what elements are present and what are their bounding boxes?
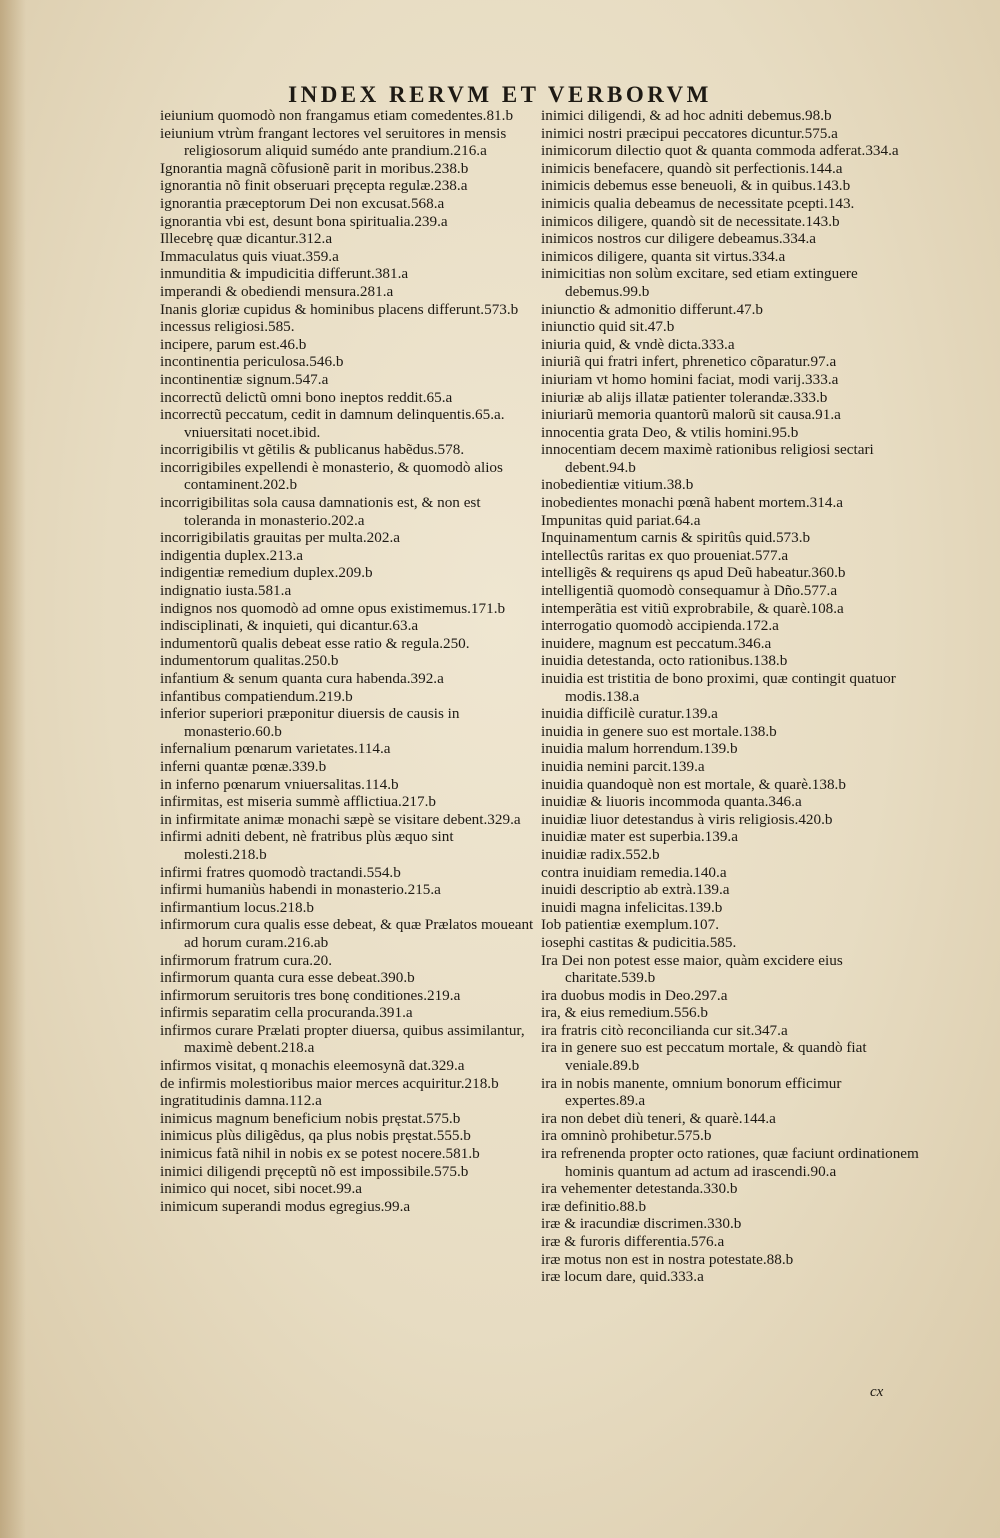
index-entry: iræ & furoris differentia.576.a [541, 1233, 725, 1250]
index-entry: incessus religiosi.585. [160, 318, 295, 336]
index-entry: inimicis debemus esse beneuoli, & in quibus.143.b [541, 177, 851, 195]
index-entry: incorrectũ peccatum, cedit in damnum delinquentis.65.a. vniuersitati nocet.ibid. [160, 406, 505, 441]
index-entry: infirmorum fratrum cura.20. [160, 951, 333, 969]
index-entry: infirmitas, est miseria summè afflictiua.217.b [160, 793, 436, 811]
index-entry: indumentorum qualitas.250.b [160, 652, 339, 670]
index-entry: inobedientes monachi pœnã habent mortem.314.a [541, 494, 843, 512]
index-entry: incorrigibilitas sola causa damnationis est, & non est toleranda in monasterio.202.a [160, 494, 481, 529]
index-entry: inuidia in genere suo est mortale.138.b [541, 722, 777, 740]
index-entry: ignorantia vbi est, desunt bona spiritualia.239.a [160, 212, 448, 230]
index-entry: infirmis separatim cella procuranda.391.a [160, 1004, 413, 1022]
index-entry: infantibus compatiendum.219.b [160, 687, 353, 705]
index-entry: indignos nos quomodò ad omne opus existimemus.171.b [160, 599, 506, 617]
index-entry: intellectûs raritas ex quo proueniat.577.a [541, 546, 789, 564]
index-entry: inimicis benefacere, quandò sit perfectionis.144.a [541, 159, 843, 177]
index-entry: inuidia quandoquè non est mortale, & quarè.138.b [541, 775, 846, 793]
index-entry: Ignorantia magnã cõfusionẽ parit in moribus.238.b [160, 159, 469, 177]
index-entry: incorrigibilatis grauitas per multa.202.a [160, 529, 400, 547]
index-entry: inimico qui nocet, sibi nocet.99.a [160, 1180, 363, 1198]
index-entry: ira non debet diù teneri, & quarè.144.a [541, 1109, 776, 1127]
index-entry: ieiunium quomodò non frangamus etiam comedentes.81.b [160, 107, 514, 124]
index-entry: indisciplinati, & inquieti, qui dicantur.63.a [160, 617, 419, 635]
index-entry: indigentia duplex.213.a [160, 546, 303, 564]
index-entry: Impunitas quid pariat.64.a [541, 511, 701, 529]
index-entry: inimici diligendi, & ad hoc adniti debemus.98.b [541, 107, 832, 124]
index-entry: incorrectũ delictũ omni bono ineptos reddit.65.a [160, 388, 453, 406]
index-entry: inimicus plùs diligẽdus, qa plus nobis pręstat.555.b [160, 1127, 471, 1145]
index-entry: ieiunium vtrùm frangant lectores vel seruitores in mensis religiosorum aliquid sumédo ante prandium.216.a [160, 124, 507, 160]
index-entry: iniunctio quid sit.47.b [541, 318, 675, 336]
index-entry: Ira Dei non potest esse maior, quàm excidere eius charitate.539.b [541, 951, 843, 987]
index-entry: Iob patientiæ exemplum.107. [541, 916, 720, 934]
index-entry: infirmorum cura qualis esse debeat, & quæ Prælatos moueant ad horum curam.216.ab [160, 916, 534, 951]
index-entry: infirmorum quanta cura esse debeat.390.b [160, 969, 415, 987]
index-entry: incorrigibiles expellendi è monasterio, & quomodò alios contaminent.202.b [160, 458, 503, 494]
index-entry: iræ locum dare, quid.333.a [541, 1268, 704, 1286]
index-entry: ingratitudinis damna.112.a [160, 1092, 322, 1110]
index-entry: iosephi castitas & pudicitia.585. [541, 933, 737, 951]
index-entry: intelligẽs & requirens qs apud Deũ habeatur.360.b [541, 564, 846, 582]
index-entry: ira, & eius remedium.556.b [541, 1004, 709, 1022]
index-entry: in inferno pœnarum vniuersalitas.114.b [160, 775, 399, 793]
index-entry: ignorantia præceptorum Dei non excusat.568.a [160, 194, 445, 212]
index-entry: inimicos diligere, quandò sit de necessitate.143.b [541, 212, 840, 230]
index-entry: ira vehementer detestanda.330.b [541, 1180, 738, 1198]
index-entry: inmunditia & impudicitia differunt.381.a [160, 265, 409, 283]
index-entry: inimicorum dilectio quot & quanta commoda adferat.334.a [541, 142, 899, 160]
index-entry: Illecebrę quæ dicantur.312.a [160, 230, 333, 248]
index-entry: inferior superiori præponitur diuersis de causis in monasterio.60.b [160, 705, 460, 740]
index-entry: Inquinamentum carnis & spiritûs quid.573.b [541, 529, 811, 547]
index-entry: iniunctio & admonitio differunt.47.b [541, 300, 764, 318]
index-entry: inuidia est tristitia de bono proximi, quæ contingit quatuor modis.138.a [541, 670, 896, 705]
index-entry: inuidi magna infelicitas.139.b [541, 898, 723, 916]
index-entry: innocentia grata Deo, & vtilis homini.95.b [541, 423, 799, 441]
index-entry: inuidere, magnum est peccatum.346.a [541, 634, 772, 652]
index-entry: inimicum superandi modus egregius.99.a [160, 1197, 411, 1215]
index-entry: iniuriã qui fratri infert, phrenetico cõparatur.97.a [541, 353, 837, 371]
index-entry: iræ motus non est in nostra potestate.88.b [541, 1250, 794, 1268]
index-entry: ira in genere suo est peccatum mortale, & quandò fiat veniale.89.b [541, 1039, 867, 1075]
index-entry: ignorantia nõ finit obseruari pręcepta regulæ.238.a [160, 177, 468, 195]
index-entry: infirmorum seruitoris tres bonę conditiones.219.a [160, 986, 461, 1004]
index-entry: de infirmis molestioribus maior merces acquiritur.218.b [160, 1074, 499, 1092]
index-entry: infirmi humaniùs habendi in monasterio.215.a [160, 881, 441, 899]
index-entry: ira fratris citò reconcilianda cur sit.347.a [541, 1021, 788, 1039]
index-entry: intemperãtia est vitiũ exprobrabile, & quarè.108.a [541, 599, 844, 617]
index-entry: imperandi & obediendi mensura.281.a [160, 282, 394, 300]
index-entry: infirmi adniti debent, nè fratribus plùs æquo sint molesti.218.b [160, 828, 454, 863]
index-entry: inimicos diligere, quanta sit virtus.334.a [541, 247, 786, 265]
index-entry: iniuriæ ab alijs illatæ patienter tolerandæ.333.b [541, 388, 828, 406]
index-entry: inobedientiæ vitium.38.b [541, 476, 694, 494]
index-entry: iræ definitio.88.b [541, 1197, 647, 1215]
index-entry: infirmi fratres quomodò tractandi.554.b [160, 863, 401, 881]
index-entry: incipere, parum est.46.b [160, 335, 307, 353]
index-entry: interrogatio quomodò accipienda.172.a [541, 617, 779, 635]
index-entry: Inanis gloriæ cupidus & hominibus placens differunt.573.b [160, 300, 519, 318]
index-entry: iræ & iracundiæ discrimen.330.b [541, 1215, 742, 1233]
index-entry: inuidiæ liuor detestandus à viris religiosis.420.b [541, 810, 833, 828]
index-entry: intelligentiã quomodò consequamur à Dño.577.a [541, 582, 838, 600]
folio-number: cx [870, 1384, 884, 1400]
index-entry: ira in nobis manente, omnium bonorum efficimur expertes.89.a [541, 1074, 842, 1110]
index-entry: innocentiam decem maximè rationibus religiosi sectari debent.94.b [541, 441, 874, 476]
index-entry: inimicus magnum beneficium nobis pręstat.575.b [160, 1109, 461, 1127]
index-entry: infernalium pœnarum varietates.114.a [160, 740, 391, 758]
index-entry: inimicitias non solùm excitare, sed etiam extinguere debemus.99.b [541, 265, 858, 300]
index-entry: infirmos visitat, q monachis eleemosynã dat.329.a [160, 1057, 465, 1075]
index-entry: inuidia nemini parcit.139.a [541, 757, 705, 775]
index-entry: in infirmitate animæ monachi sæpè se visitare debent.329.a [160, 810, 521, 828]
index-entry: infirmos curare Prælati propter diuersa, quibus assimilantur, maximè debent.218.a [160, 1021, 525, 1057]
index-entry: indignatio iusta.581.a [160, 582, 292, 600]
index-entry: contra inuidiam remedia.140.a [541, 863, 727, 881]
index-entry: indumentorũ qualis debeat esse ratio & regula.250. [160, 634, 470, 652]
index-entry: inuidi descriptio ab extrà.139.a [541, 881, 730, 899]
index-entry: infantium & senum quanta cura habenda.392.a [160, 670, 444, 687]
index-entry: Immaculatus quis viuat.359.a [160, 247, 339, 265]
index-entry: incorrigibilis vt gẽtilis & publicanus habẽdus.578. [160, 441, 465, 459]
index-entry: inimicos nostros cur diligere debeamus.334.a [541, 230, 816, 248]
index-entry: incontinentiæ signum.547.a [160, 370, 329, 388]
index-entry: ira refrenenda propter octo rationes, quæ faciunt ordinationem hominis quantum ad actum ad irascendi.90.a [541, 1145, 919, 1180]
index-entry: inimici diligendi pręceptũ nõ est impossibile.575.b [160, 1162, 469, 1180]
index-entry: inferni quantæ pœnæ.339.b [160, 757, 327, 775]
index-entry: iniuriarũ memoria quantorũ malorũ sit causa.91.a [541, 406, 841, 424]
index-entry: inuidia difficilè curatur.139.a [541, 705, 718, 723]
index-entry: inuidiæ radix.552.b [541, 845, 660, 863]
index-entry: inuidia malum horrendum.139.b [541, 740, 738, 758]
index-entry: incontinentia periculosa.546.b [160, 353, 344, 371]
index-entry: indigentiæ remedium duplex.209.b [160, 564, 373, 582]
index-entry: inimicus fatã nihil in nobis ex se potest nocere.581.b [160, 1145, 480, 1163]
index-entry: inimici nostri præcipui peccatores dicuntur.575.a [541, 124, 838, 142]
index-entry: inuidiæ mater est superbia.139.a [541, 828, 738, 846]
index-entry: ira omninò prohibetur.575.b [541, 1127, 712, 1145]
right-index-column [541, 107, 921, 1286]
index-entry: infirmantium locus.218.b [160, 898, 314, 916]
index-entry: iniuriam vt homo homini faciat, modi varij.333.a [541, 370, 839, 388]
index-entry: inuidia detestanda, octo rationibus.138.b [541, 652, 788, 670]
left-index-column [160, 107, 540, 1215]
index-entry: ira duobus modis in Deo.297.a [541, 986, 728, 1004]
index-entry: iniuria quid, & vndè dicta.333.a [541, 335, 735, 353]
page-header: INDEX RERVM ET VERBORVM [288, 82, 712, 107]
index-entry: inimicis qualia debeamus de necessitate pcepti.143. [541, 194, 855, 212]
index-entry: inuidiæ & liuoris incommoda quanta.346.a [541, 793, 802, 811]
